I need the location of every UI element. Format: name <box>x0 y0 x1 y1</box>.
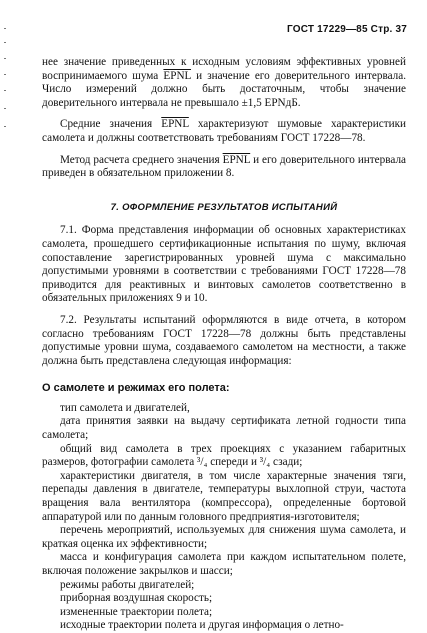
paragraph-7-1: 7.1. Форма представления информации об основных характеристиках самолета, прошедшего сертификационные испытания по шуму, включая сопоставление зарегистрированных уровней шума с максимально допустимыми уровнями в соответствии с требованиями ГОСТ 17228—78 приводится для реактивных и винтовых самолетов соответственно в обязательных приложениях 9 и 10. <box>42 224 406 305</box>
list-item: масса и конфигурация самолета при каждом испытательном полете, включая положение закрылков и шасси; <box>42 551 406 577</box>
epnl-term: EPNL <box>222 153 251 166</box>
paragraph-confidence-interval: нее значение приведенных к исходным условиям эффективных уровней воспринимаемого шума EPNL и значение его доверительного интервала. Число измерений должно быть достаточным, чтобы значение доверительного интервала не превышало ±1,5 EPNдБ. <box>42 56 406 109</box>
paragraph-mean-values: Средние значения EPNL характеризуют шумовые характеристики самолета и должны соответствовать требованиям ГОСТ 17228—78. <box>42 118 406 144</box>
list-item: приборная воздушная скорость; <box>60 592 213 605</box>
paragraph-calculation-method: Метод расчета среднего значения EPNL и его доверительного интервала приведен в обязательном приложении 8. <box>42 153 406 180</box>
list-item: дата принятия заявки на выдачу сертификата летной годности типа самолета; <box>42 415 406 442</box>
paragraph-7-2: 7.2. Результаты испытаний оформляются в виде отчета, в котором согласно требованиям ГОСТ 17228—78 должны быть представлены допустимые уровни шума, создаваемого самолетом на местности, а также должна быть представлена следующая информация: <box>42 313 406 367</box>
page-header: ГОСТ 17229—85 Стр. 37 <box>287 24 407 35</box>
list-item: измененные траектории полета; <box>60 605 213 618</box>
list-item: общий вид самолета в трех проекциях с указанием габаритных размеров, фотографии самолета ³/₄ спереди и ³/₄ сзади; <box>42 442 406 469</box>
scan-edge-marks <box>2 28 8 148</box>
list-item: исходные траектории полета и другая информация о летно- <box>60 619 344 632</box>
epnl-term: EPNL <box>161 118 189 131</box>
subsection-title: О самолете и режимах его полета: <box>42 382 230 395</box>
page-content <box>42 56 406 633</box>
section-title: 7. ОФОРМЛЕНИЕ РЕЗУЛЬТАТОВ ИСПЫТАНИЙ <box>110 201 338 213</box>
list-item: перечень мероприятий, используемых для снижения шума самолета, и краткая оценка их эффективности; <box>42 524 406 550</box>
list-item: тип самолета и двигателей, <box>60 401 190 414</box>
list-item: режимы работы двигателей; <box>60 578 195 591</box>
epnl-term: EPNL <box>163 69 191 82</box>
list-item: характеристики двигателя, в том числе характерные значения тяги, перепады давления в двигателе, температуры выхлопной струи, частота вращения вала вентилятора (компрессора), определенные бортовой аппаратурой или по данным головного предприятия-изготовителя; <box>42 469 406 523</box>
